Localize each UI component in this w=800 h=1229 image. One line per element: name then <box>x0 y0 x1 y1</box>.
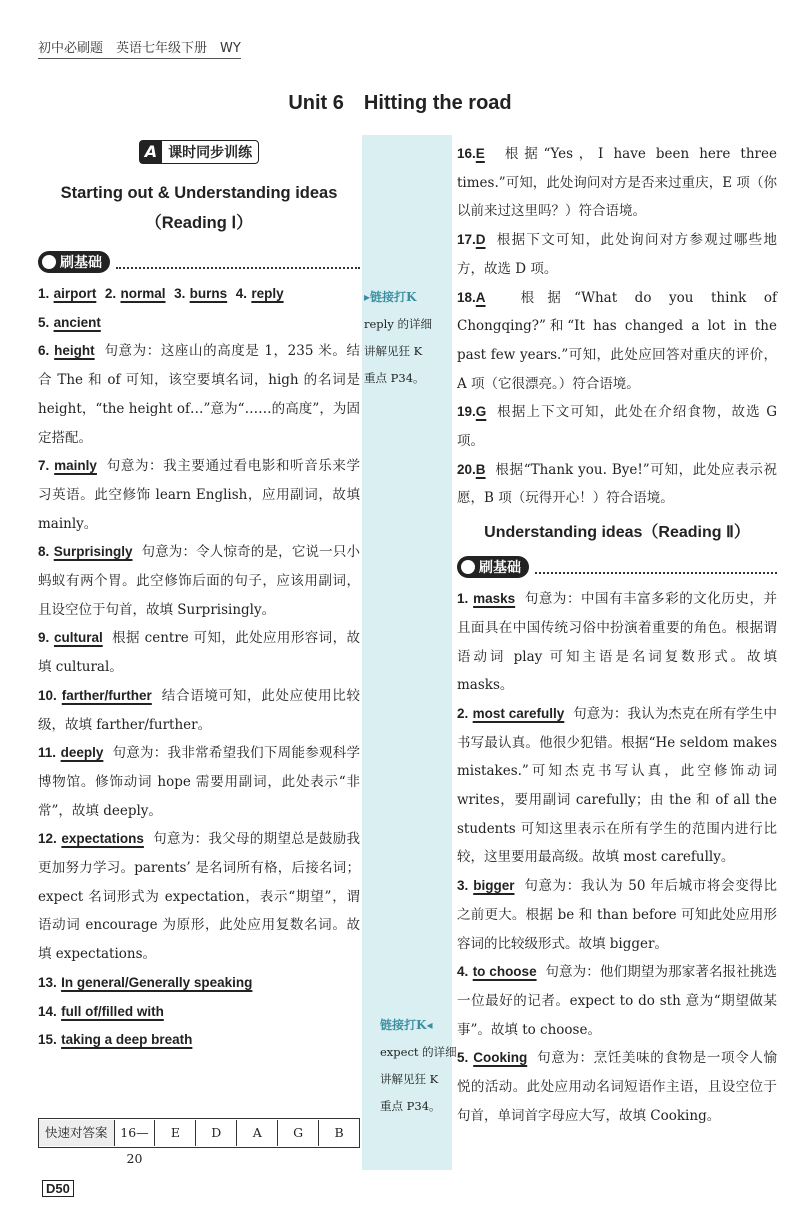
link-note-reply: ▸链接打K reply 的详细 讲解见狂 K 重点 P34。 <box>364 290 432 385</box>
answer-item: 10. farther/further 结合语境可知，此处应使用比较级，故填 farther/further。 <box>38 687 360 733</box>
section-subtitle: （Reading Ⅰ） <box>145 214 253 232</box>
quick-answer-cell: A <box>237 1120 278 1146</box>
quick-answer-cell: E <box>155 1120 196 1146</box>
quick-answers-range: 16—20 <box>115 1120 156 1146</box>
answer-item: 20.B 根据“Thank you. Bye!”可知，此处应表示祝愿，B 项（玩得开心！）符合语境。 <box>457 461 777 507</box>
section-title: Starting out & Understanding ideas <box>60 184 338 202</box>
answer-item: 4. to choose 句意为：他们期望为那家著名报社挑选一位最好的记者。expect to do sth 意为“期望做某事”。故填 to choose。 <box>457 964 777 1038</box>
answer-item: 8. Surprisingly 句意为：令人惊奇的是，它说一只小蚂蚁有两个胃。此空修饰后面的句子，应该用副词，且设空位于句首，故填 Surprisingly。 <box>38 544 361 618</box>
lesson-badge-text: 课时同步训练 <box>168 145 253 161</box>
brush-icon <box>461 560 475 574</box>
answer-item: 2. most carefully 句意为：我认为杰克在所有学生中书写最认真。他很少犯错。根据“He seldom makes mistakes.”可知杰克书写认真，此空修饰动词 writes，要用副词 carefully；由 the 和 of all the students 可知这里表示在所有学生的范围内进行比较，这里要用最高级。故填 most carefully。 <box>457 705 778 866</box>
link-arrow-icon: ◂ <box>426 1018 433 1032</box>
answer-item: 6. height 句意为：这座山的高度是 1，235 米。结合 The 和 of 可知，该空要填名词，high 的名词是 height，“the height of…”意为“……的高度”，为固定搭配。 <box>38 343 360 446</box>
brush-basics-heading-2: 刷基础 <box>457 555 777 579</box>
answer-item: 14. full of/filled with <box>38 1003 164 1019</box>
quick-answer-cell: B <box>334 1125 344 1140</box>
unit-title: Unit 6 Hitting the road <box>288 92 512 114</box>
answer-item: 17.D 根据下文可知，此处询问对方参观过哪些地方，故选 D 项。 <box>457 232 778 277</box>
answer-item: 7. mainly 句意为：我主要通过看电影和听音乐来学习英语。此空修饰 learn English，应用副词，故填 mainly。 <box>38 458 361 532</box>
answer-item: 16.E 根据“Yes，I have been here three times.”可知，此处询问对方是否来过重庆，E 项（你以前来过这里吗？）符合语境。 <box>457 146 777 220</box>
link-arrow-icon: ▸ <box>364 290 371 304</box>
answer-item: 12. expectations 句意为：我父母的期望总是鼓励我更加努力学习。parents’ 是名词所有格，后接名词；expect 名词形式为 expectation，表示“期望”，谓语动词 encourage 为原形，此处应用复数名词。故填 expectations。 <box>38 831 361 963</box>
lesson-badge <box>38 140 360 164</box>
answer-item: 3. bigger 句意为：我认为 50 年后城市将会变得比之前更大。根据 be 和 than before 可知此处应用形容词的比较级形式。故填 bigger。 <box>457 878 777 952</box>
quick-answers-label: 快速对答案 <box>39 1120 115 1146</box>
answer-item: 15. taking a deep breath <box>38 1032 193 1048</box>
quick-answers-bar <box>38 1118 360 1166</box>
section-title-reading-2: Understanding ideas（Reading Ⅱ） <box>484 524 750 542</box>
answer-line: 1. airport 2. normal 3. burns 4. reply <box>38 286 284 301</box>
left-column <box>38 140 360 1055</box>
answer-item: 5. ancient <box>38 314 101 330</box>
right-column <box>457 140 777 1131</box>
quick-answer-cell: G <box>278 1120 319 1146</box>
answer-item: 13. In general/Generally speaking <box>38 974 253 990</box>
brush-basics-heading: 刷基础 <box>38 250 360 274</box>
page-number: D50 <box>42 1180 74 1197</box>
answer-item: 11. deeply 句意为：我非常希望我们下周能参观科学博物馆。修饰动词 hope 需要用副词，此处表示“非常”，故填 deeply。 <box>38 745 361 819</box>
book-header: 初中必刷题 英语七年级下册 WY <box>38 37 241 59</box>
answer-item: 1. masks 句意为：中国有丰富多彩的文化历史，并且面具在中国传统习俗中扮演着重要的角色。根据谓语动词 play 可知主语是名词复数形式。故填 masks。 <box>457 591 778 694</box>
answer-item: 18.A 根据“What do you think of Chongqing?”和“It has changed a lot in the past few years.”可知，此处应回答对重庆的评价，A 项（它很漂亮。）符合语境。 <box>457 289 778 392</box>
lesson-badge-letter: A <box>140 141 162 163</box>
link-note-expect: 链接打K◂ expect 的详细 讲解见狂 K 重点 P34。 <box>380 1018 457 1113</box>
answer-item: 5. Cooking 句意为：烹饪美味的食物是一项令人愉悦的活动。此处应用动名词短语作主语，且设空位于句首，单词首字母应大写，故填 Cooking。 <box>457 1050 778 1124</box>
answer-item: 9. cultural 根据 centre 可知，此处应用形容词，故填 cultural。 <box>38 630 360 676</box>
answer-item: 19.G 根据上下文可知，此处在介绍食物，故选 G 项。 <box>457 404 777 450</box>
brush-icon <box>42 255 56 269</box>
quick-answer-cell: D <box>196 1120 237 1146</box>
